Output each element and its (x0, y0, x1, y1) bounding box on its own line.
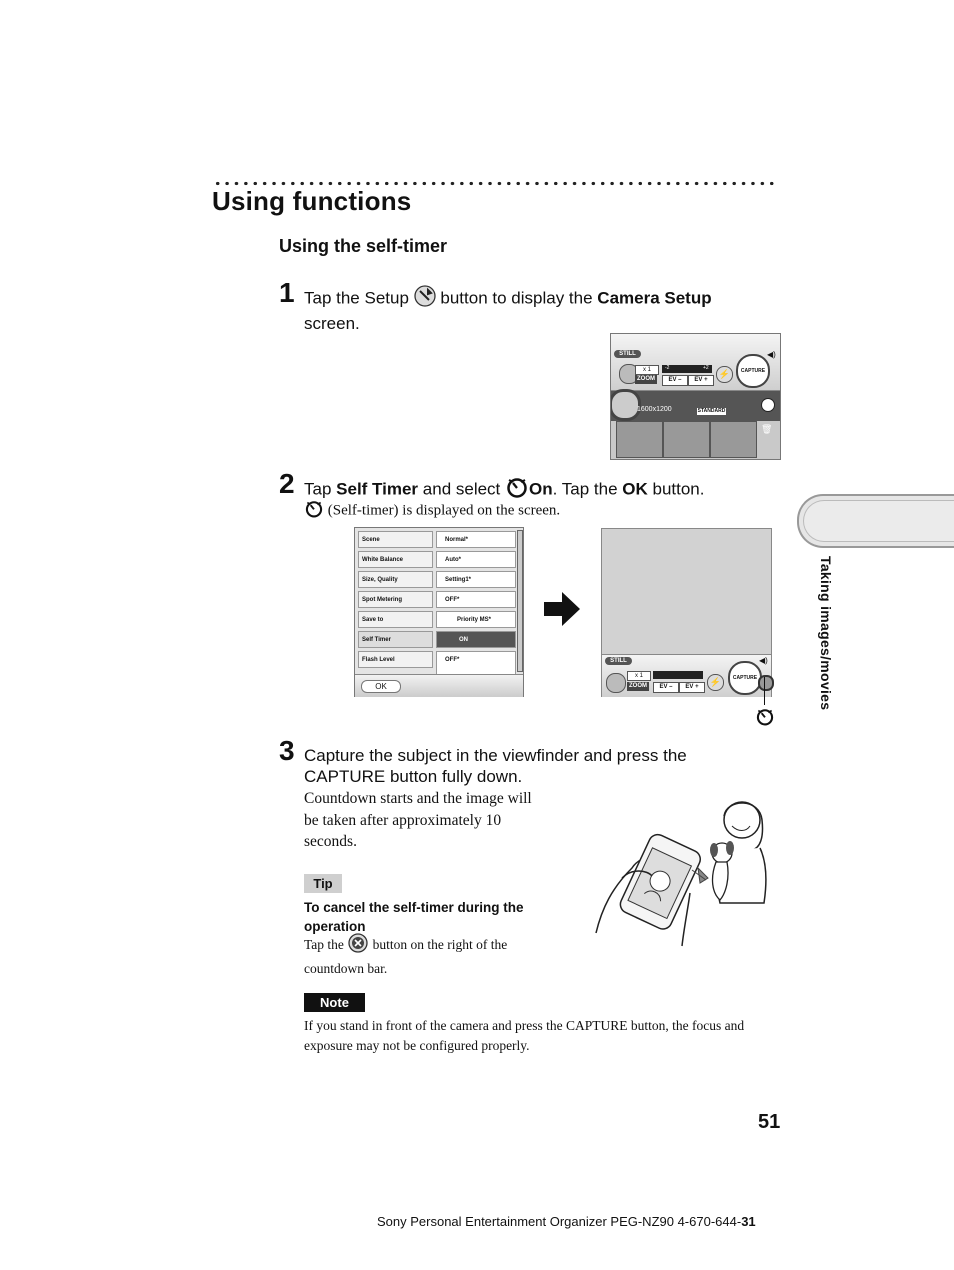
chapter-label: Taking images/movies (818, 556, 834, 711)
step-1-number: 1 (279, 277, 295, 308)
self-timer-indicator (758, 675, 774, 691)
zoom-button[interactable]: ZOOM (637, 376, 655, 382)
step-3-text: Capture the subject in the viewfinder and press the CAPTURE button fully down. (304, 746, 687, 786)
chapter-tab (797, 494, 954, 548)
step-2-text: Tap Self Timer and select On. Tap the OK button. (304, 476, 774, 504)
note-text: If you stand in front of the camera and press the CAPTURE button, the focus and exposure may not be configured properly. (304, 1018, 745, 1053)
menu-row[interactable]: Scene Normal* (358, 531, 516, 548)
page-number: 51 (758, 1111, 781, 1133)
ok-button[interactable]: OK (361, 680, 401, 693)
section-title: Using functions (212, 186, 412, 216)
step-3-description: Countdown starts and the image will be taken after approximately 10 seconds. (304, 790, 532, 850)
menu-row[interactable]: Size, Quality Setting1* (358, 571, 516, 588)
resolution-label: 1600x1200 (637, 406, 672, 413)
ev-minus-button[interactable]: EV – (653, 682, 679, 693)
speaker-icon: ◀) (767, 350, 776, 359)
camera-screen-1: STILL x 1 -2 +2 ZOOM EV – EV + ⚡ CAPTURE ◀) 1600x1200 STANDARD 🗑 (610, 333, 781, 460)
ev-minus-button[interactable]: EV – (662, 375, 688, 386)
self-timer-icon (304, 499, 324, 523)
zoom-value: x 1 (635, 365, 659, 375)
cancel-icon (347, 933, 369, 959)
thumbnail[interactable] (710, 421, 757, 458)
flash-icon[interactable]: ⚡ (707, 674, 724, 691)
thumbnail[interactable] (663, 421, 710, 458)
step-1-text: Tap the Setup button to display the Camera Setup screen. (304, 285, 774, 335)
tip-label: Tip (304, 874, 342, 893)
capture-button[interactable]: CAPTURE (736, 354, 770, 388)
quality-label: STANDARD (697, 408, 726, 414)
capture-button[interactable]: CAPTURE (728, 661, 762, 695)
speaker-icon: ◀) (759, 656, 768, 665)
note-label: Note (304, 993, 365, 1012)
menu-row[interactable]: Spot Metering OFF* (358, 591, 516, 608)
tip-heading: To cancel the self-timer during the operation (304, 900, 524, 934)
zoom-button[interactable]: ZOOM (629, 683, 647, 689)
footer: Sony Personal Entertainment Organizer PEG-NZ90 4-670-644-31 (377, 1214, 756, 1229)
menu-row-self-timer[interactable]: Self Timer ON (358, 631, 516, 648)
illustration (592, 798, 777, 953)
step-2-number: 2 (279, 468, 295, 499)
zoom-value: x 1 (627, 671, 651, 681)
menu-row[interactable]: Flash Level OFF* (358, 651, 516, 668)
step-3-number: 3 (279, 735, 295, 766)
mode-button[interactable] (606, 673, 626, 693)
setup-button[interactable] (610, 389, 641, 421)
trash-icon[interactable]: 🗑 (761, 424, 773, 434)
callout-line (764, 677, 765, 705)
subsection-title: Using the self-timer (279, 236, 448, 256)
play-icon[interactable] (761, 398, 775, 412)
flash-icon[interactable]: ⚡ (716, 366, 733, 383)
viewfinder-screen (601, 528, 772, 697)
menu-row[interactable]: White Balance Auto* (358, 551, 516, 568)
mode-badge: STILL (605, 657, 632, 665)
self-timer-icon (755, 707, 775, 731)
scrollbar[interactable] (517, 530, 523, 672)
arrow-right-icon (544, 592, 580, 631)
tip-text: Tap the button on the right of the countdown bar. (304, 933, 554, 979)
mode-badge: STILL (614, 350, 641, 358)
setup-icon (414, 285, 436, 313)
thumbnail[interactable] (616, 421, 663, 458)
ev-plus-button[interactable]: EV + (679, 682, 705, 693)
menu-row[interactable]: Save to Priority MS* (358, 611, 516, 628)
ev-plus-button[interactable]: EV + (688, 375, 714, 386)
step-2-subtext: (Self-timer) is displayed on the screen. (304, 499, 560, 523)
camera-setup-menu (354, 527, 524, 697)
